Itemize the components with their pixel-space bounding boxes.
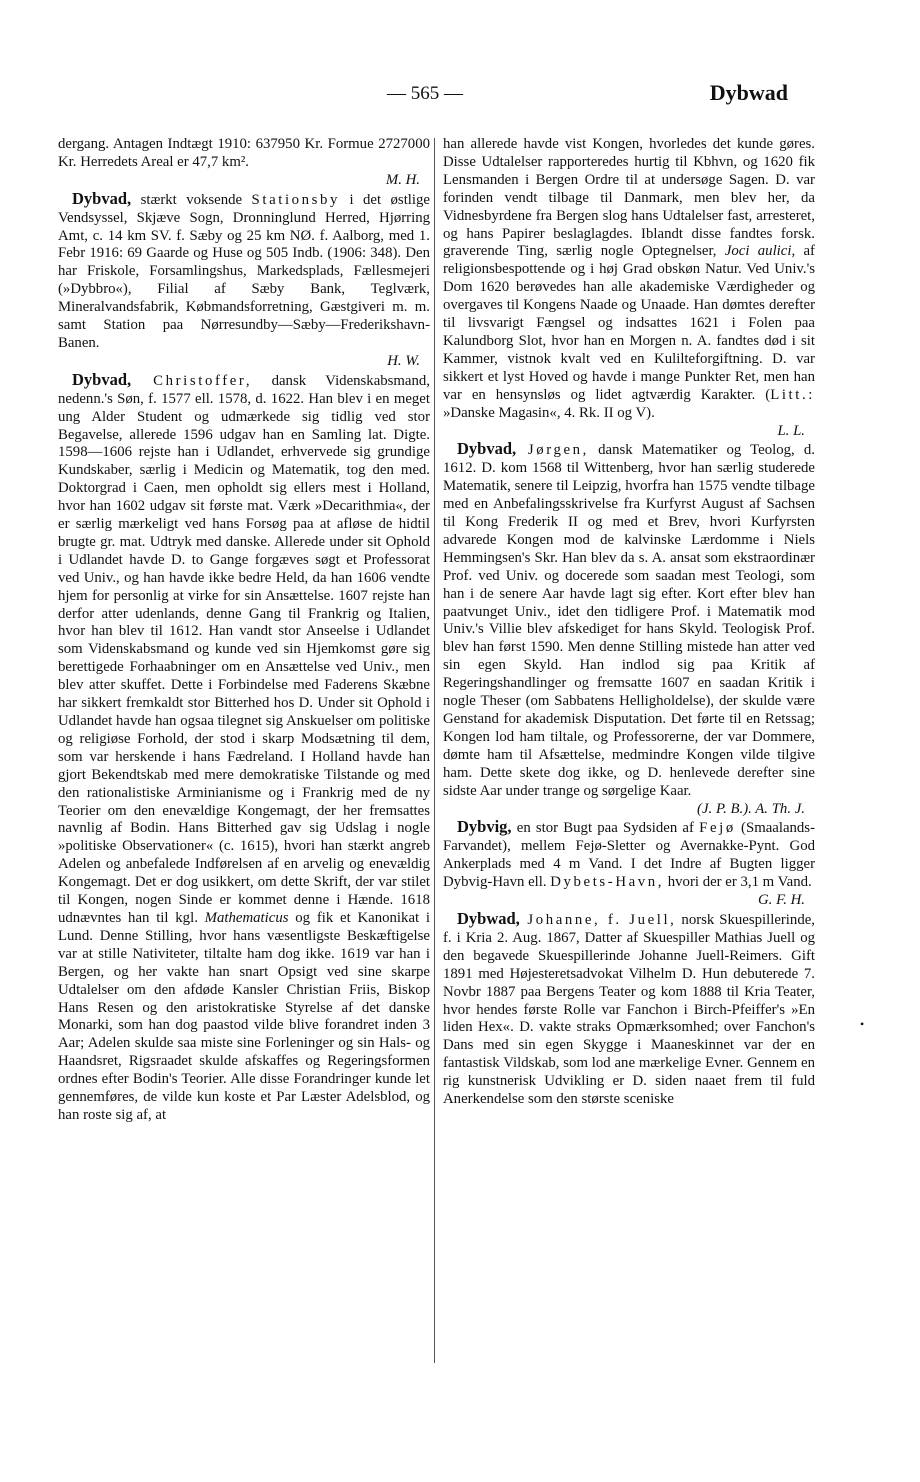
author-signature: H. W. xyxy=(387,352,420,369)
continued-entry xyxy=(58,136,430,172)
right-column xyxy=(443,136,815,1109)
headword: Dybvad, xyxy=(72,188,132,208)
entry-text: af religionsbespottende og i høj Grad obskøn Natur. Ved Univ.'s Dom 1620 berøvedes han alle akademiske Værdigheder og overgaves til Kongens Naade og Unaade. Han dømtes derefter til livsvarigt Fængsel og indsattes 1621 i Folen paa Kalundborg Slot, hvor han en Morgen n. A. fandtes død i sit Kammer, vistnok kvalt ved en Kulilteforgiftning. D. var sikkert et lyst Hoved og havde i mange Punkter Ret, men han var en hensynsløs og lidet agtværdig Karakter. ( xyxy=(443,243,815,403)
literature-label: Litt.: xyxy=(770,386,815,403)
page-number: — 565 — xyxy=(387,83,463,104)
entry-text: dansk Matematiker og Teolog, d. 1612. D. kom 1568 til Wittenberg, hvor han særlig studerede Matematik, senere til Leipzig, hvorfra han 1575 vendte tilbage med en Anbefalingsskrivelse fra Kurfyrst August af Sachsen til Kong Frederik II og med et Brev, hvori Kurfyrsten advarede Kongen mod de kalvinske Lærdomme i Niels Hemmingsen's Skr. Han blev da s. A. ansat som ekstraordinær Prof. ved Univ. og docerede som saadan mest Teologi, som han i de senere Aar havde lagt sig efter. Kort efter blev han paatvunget Univ., idet den tidligere Prof. i Matematik mod Univ.'s Villie blev afskediget for hans Skyld. Teologisk Prof. blev han først 1590. Men denne Stilling mistede han atter ved sin egen Skyld. Han indlod sig paa Kritik af Regeringshandlinger og fremsatte 1607 en saadan Kritik i nogle Theser (om Sabbatens Helligholdelse), der skulde være Genstand for akademisk Disputation. Det førte til en Retssag; Kongen lod ham tiltale, og Professorerne, der var Dommere, dømte ham til Afsættelse, medmindre Kongen vilde tilgive ham. Dette skete dog ikke, og D. henlevede derefter sine sidste Aar under trange og sørgelige Kaar. xyxy=(443,442,815,799)
entry-text: dansk Videnskabsmand, nedenn.'s Søn, f. 1577 ell. 1578, d. 1622. Han blev i en meget ung Alder Student og udmærkede sig tidlig ved stor Begavelse, allerede 1596 udgav han en Samling lat. Digte. 1598—1606 rejste han i Udlandet, erhvervede sig grundige Kundskaber, særlig i Medicin og Matematik, tog den med. Doktorgrad i Caen, men opholdt sig ellers mest i Holland, hvor han 1602 udgav sit første mat. Værk »Decarithmia«, der er særlig mærkeligt ved hans Forsøg paa at afløse de hidtil brugte gr. mat. Udtryk med danske. Allerede under sit Ophold i Udlandet havde D. to Gange forgæves søgt et Professorat ved Univ., og han havde ikke bedre Held, da han 1606 vendte hjem for personlig at virke for sin Ansættelse. 1607 rejste han derfor atter udenlands, denne Gang til Frankrig og Italien, hvor han blev til 1612. Han vandt stor Anseelse i Udlandet som Videnskabsmand og kunde ved sin Hjemkomst gøre sig berettigede Forhaabninger om en Ansættelse ved Univ., men blev atter skuffet. Dette i Forbindelse med Faderens Skæbne har sikkert fremkaldt stor Bitterhed hos D. Under sit Ophold i Udlandet havde han ogsaa tilegnet sig Anskuelser om politiske og religiøse Forhold, der stod i skarp Modsætning til dem, som var herskende i hans Fædreland. I Holland havde han gjort Bekendtskab med mere demokratiske Tilstande og med den rationalistiske Arminianisme og i Frankrig med de ny Teorier om den enevældige Kongemagt, der her fremsattes navnlig af Bodin. Hans Bitterhed gav sig Udslag i nogle »politiske Observationer« (c. 1615), hvori han stærkt angreb Adelen og anbefalede Indførelsen af en arvelig og enevældig Kongemagt. Det er dog usikkert, om dette Skrift, der var stilet til Kongen, nogen Sinde er kommet denne i Hænde. 1618 udnævntes han til kgl. xyxy=(58,372,430,926)
left-column xyxy=(58,136,430,1125)
entry-text: han allerede havde vist Kongen, hvorledes det kunde gøres. Disse Udtalelser rapporteredes hurtig til Kbhvn, og 1620 fik Lensmanden i Bergen Ordre til at undersøge Sagen. D. var forinden vendt tilbage til Danmark, men blev her, da Vidnesbyrdene fra Bergen slog hans Udtalelser fast, arresteret, og hans Papirer beslaglagdes. Iblandt disse fandtes forsk. graverende Ting, særlig nogle Optegnelser, xyxy=(443,136,815,260)
author-signature: G. F. H. xyxy=(758,892,805,909)
spaced-term: Stationsby xyxy=(251,191,341,208)
column-divider xyxy=(434,138,435,1363)
entry-text: en stor Bugt paa Sydsiden af xyxy=(511,820,700,837)
entry-dybvig xyxy=(443,818,815,892)
author-signature: (J. P. B.). A. Th. J. xyxy=(697,800,805,817)
entry-dybvad-stationsby xyxy=(58,190,430,353)
spaced-term: Dybets-Havn, xyxy=(550,874,665,891)
spaced-term: Christoffer, xyxy=(131,372,253,389)
entry-text: (Smaalands-Farvandet), mellem Fejø-Sletter og Avernakke-Pynt. God Ankerplads med 4 m Vand. I det Indre af Bugten ligger Dybvig-Havn ell. xyxy=(443,820,815,891)
entry-dybvad-jorgen xyxy=(443,440,815,800)
entry-text: »Danske Magasin«, 4. Rk. II og V). xyxy=(443,404,655,421)
continued-entry xyxy=(443,136,815,423)
italic-term: Mathematicus xyxy=(204,909,289,926)
headword: Dybvad, xyxy=(72,369,132,389)
italic-term: Joci aulici, xyxy=(724,243,796,260)
entry-text: og fik et Kanonikat i Lund. Denne Stilling, hvor hans væsentligste Beskæftigelse var at stille Nativiteter, tiltalte ham dog ikke. 1619 var han i Bergen, og her vakte han snart Opsigt ved sine skarpe Udtalelser om den afdøde Kansler Christian Friis, Biskop Hans Resen og den aristokratiske Styrelse af det danske Monarki, som han dog paastod vilde blive forandret inden 3 Aar; Adelen skulde saa miste sine Forleninger og sin Hals- og Haandsret, Rigsraadet skulde afskaffes og Regeringsformen ordnes efter Bodin's Teorier. Alle disse Forandringer kunde let gennemføres, de vilde kun koste et Par Læster Adelsblod, og han roste sig af, at xyxy=(58,909,430,1123)
running-head: Dybwad xyxy=(709,80,788,105)
entry-text: i det østlige Vendsyssel, Skjæve Sogn, Dronninglund Herred, Hjørring Amt, c. 14 km SV. f. Sæby og 25 km NØ. f. Aalborg, med 1. Febr 1916: 69 Gaarde og Huse og 505 Indb. (1906: 348). Den har Friskole, Forsamlingshus, Markedsplads, Fællesmejeri (»Dybbro«), Filial af Sæby Bank, Teglværk, Mineralvandsfabrik, Købmandsforretning, Gæstgiveri m. m. samt Station paa Nørresundby—Sæby—Frederikshavn-Banen. xyxy=(58,191,430,351)
entry-dybwad-johanne xyxy=(443,910,815,1109)
spaced-term: Johanne, f. Juell, xyxy=(519,911,677,928)
spaced-term: Fejø xyxy=(699,820,736,837)
headword: Dybvad, xyxy=(457,439,517,459)
author-signature: M. H. xyxy=(385,171,420,188)
spaced-term: Jørgen, xyxy=(516,442,589,459)
entry-dybvad-christoffer xyxy=(58,371,430,1125)
margin-dot-icon: • xyxy=(860,1017,865,1031)
author-signature: L. L. xyxy=(777,422,805,439)
headword: Dybvig, xyxy=(457,817,512,837)
entry-text: dergang. Antagen Indtægt 1910: 637950 Kr. Formue 2727000 Kr. Herredets Areal er 47,7 km². xyxy=(58,136,430,170)
page-header xyxy=(60,80,790,112)
entry-text: hvori der er 3,1 m Vand. xyxy=(664,874,812,891)
headword: Dybwad, xyxy=(457,908,520,928)
entry-text: stærkt voksende xyxy=(131,191,252,208)
entry-text: norsk Skuespillerinde, f. i Kria 2. Aug. 1867, Datter af Skuespiller Mathias Juell og den begavede Skuespillerinde Johanne Juell-Reimers. Gift 1891 med Højesteretsadvokat Vilhelm D. Hun debuterede 7. Novbr 1887 paa Bergens Teater og kom 1888 til Kria Teater, hvor hendes første Rolle var Fanchon i Birch-Pfeiffer's »En liden Hex«. D. vakte straks Opmærksomhed; over Fanchon's Dans med sin egen Skygge i Maaneskinnet var der en fantastisk Vildskab, som lod ane mærkelige Evner. Gennem en rig kunstnerisk Udvikling er D. siden naaet frem til fuld Anerkendelse som den største sceniske xyxy=(443,911,815,1108)
